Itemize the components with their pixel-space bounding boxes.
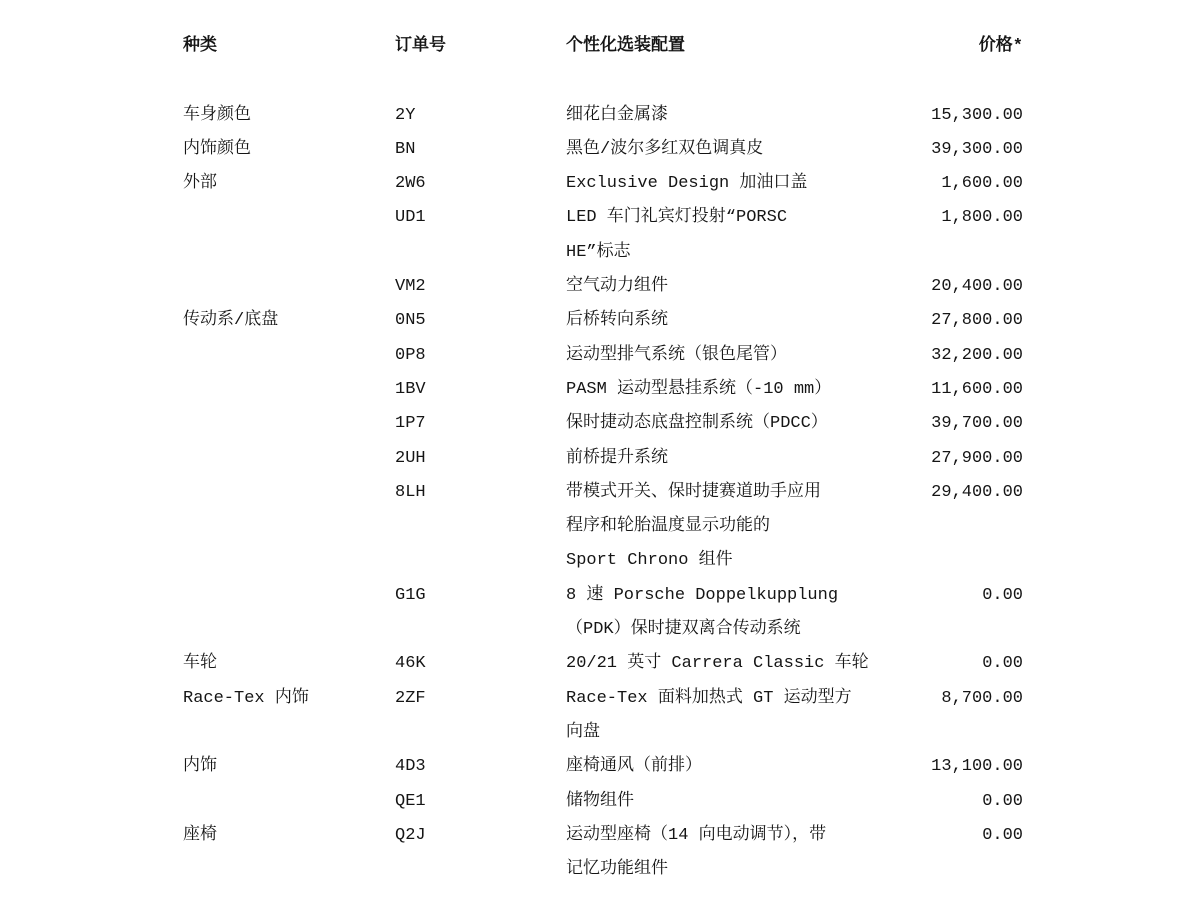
price-cell: 39,300.00	[931, 139, 1023, 159]
configuration-cell	[566, 442, 886, 476]
configuration-line: 8 速 Porsche Doppelkupplung	[566, 585, 839, 605]
options-table	[183, 30, 1023, 887]
configuration-line: Race-Tex 面料加热式 GT 运动型方	[566, 688, 852, 708]
order-code-cell: 8LH	[395, 482, 426, 502]
configuration-line: 储物组件	[566, 791, 634, 811]
table-row	[183, 442, 1023, 476]
category-cell	[183, 785, 395, 819]
configuration-cell	[566, 579, 886, 648]
category-cell: 座椅	[183, 825, 217, 845]
table-row	[183, 167, 1023, 201]
order-code-cell: 46K	[395, 654, 426, 674]
price-cell: 0.00	[982, 585, 1023, 605]
category-cell: 内饰颜色	[183, 139, 251, 159]
category-cell	[183, 339, 395, 373]
header-configuration: 个性化选装配置	[566, 37, 685, 56]
configuration-cell	[566, 785, 886, 819]
category-cell	[183, 442, 395, 476]
table-row	[183, 819, 1023, 888]
configuration-line: 后桥转向系统	[566, 311, 668, 331]
configuration-cell	[566, 201, 886, 270]
table-row	[183, 133, 1023, 167]
price-cell: 0.00	[982, 654, 1023, 674]
order-code-cell: G1G	[395, 585, 426, 605]
configuration-cell	[566, 647, 886, 681]
configuration-line: HE”标志	[566, 242, 631, 262]
table-row	[183, 476, 1023, 579]
configuration-cell	[566, 407, 886, 441]
category-cell: 车身颜色	[183, 105, 251, 125]
category-cell	[183, 373, 395, 407]
configuration-line: 座椅通风（前排）	[566, 757, 702, 777]
order-code-cell: 0P8	[395, 345, 426, 365]
configuration-line: LED 车门礼宾灯投射“PORSC	[566, 208, 788, 228]
category-cell: 车轮	[183, 654, 217, 674]
header-category: 种类	[183, 37, 217, 56]
price-cell: 8,700.00	[941, 688, 1023, 708]
order-code-cell: BN	[395, 139, 416, 159]
category-cell	[183, 476, 395, 579]
price-cell: 0.00	[982, 791, 1023, 811]
price-cell: 20,400.00	[931, 277, 1023, 297]
category-cell	[183, 579, 395, 648]
order-code-cell: 4D3	[395, 757, 426, 777]
table-row	[183, 99, 1023, 133]
configuration-line: 保时捷动态底盘控制系统（PDCC）	[566, 414, 828, 434]
configuration-line: 向盘	[566, 722, 600, 742]
price-cell: 39,700.00	[931, 414, 1023, 434]
configuration-line: 带模式开关、保时捷赛道助手应用	[566, 482, 821, 502]
configuration-cell	[566, 167, 886, 201]
category-cell	[183, 201, 395, 270]
configuration-cell	[566, 476, 886, 579]
category-cell: 外部	[183, 174, 217, 194]
configuration-line: Exclusive Design 加油口盖	[566, 174, 808, 194]
table-row	[183, 270, 1023, 304]
configuration-cell	[566, 819, 886, 888]
configuration-cell	[566, 99, 886, 133]
category-cell: 内饰	[183, 757, 217, 777]
header-order-number: 订单号	[395, 37, 446, 56]
order-code-cell: 0N5	[395, 311, 426, 331]
price-cell: 1,800.00	[941, 208, 1023, 228]
price-cell: 29,400.00	[931, 482, 1023, 502]
table-body	[183, 99, 1023, 888]
price-cell: 27,900.00	[931, 448, 1023, 468]
table-row	[183, 304, 1023, 338]
configuration-line: 空气动力组件	[566, 277, 668, 297]
price-cell: 1,600.00	[941, 174, 1023, 194]
category-cell: Race-Tex 内饰	[183, 688, 309, 708]
order-code-cell: QE1	[395, 791, 426, 811]
table-row	[183, 647, 1023, 681]
order-code-cell: 2UH	[395, 448, 426, 468]
table-row	[183, 373, 1023, 407]
configuration-line: 前桥提升系统	[566, 448, 668, 468]
order-code-cell: 1P7	[395, 414, 426, 434]
configuration-line: Sport Chrono 组件	[566, 551, 733, 571]
configuration-line: PASM 运动型悬挂系统（-10 mm）	[566, 379, 832, 399]
price-cell: 0.00	[982, 825, 1023, 845]
configuration-cell	[566, 682, 886, 751]
configuration-line: 运动型座椅（14 向电动调节），带	[566, 825, 827, 845]
configuration-cell	[566, 750, 886, 784]
table-row	[183, 579, 1023, 648]
order-code-cell: 2Y	[395, 105, 416, 125]
configuration-cell	[566, 270, 886, 304]
table-row	[183, 750, 1023, 784]
order-code-cell: 2W6	[395, 174, 426, 194]
configuration-line: 程序和轮胎温度显示功能的	[566, 517, 770, 537]
configuration-cell	[566, 133, 886, 167]
table-header-row	[183, 30, 1023, 64]
table-row	[183, 407, 1023, 441]
table-row	[183, 682, 1023, 751]
table-row	[183, 201, 1023, 270]
configuration-line: 20/21 英寸 Carrera Classic 车轮	[566, 654, 869, 674]
configuration-line: 黑色/波尔多红双色调真皮	[566, 139, 764, 159]
price-cell: 13,100.00	[931, 757, 1023, 777]
table-row	[183, 339, 1023, 373]
order-code-cell: VM2	[395, 277, 426, 297]
configuration-cell	[566, 373, 886, 407]
category-cell	[183, 407, 395, 441]
category-cell: 传动系/底盘	[183, 311, 279, 331]
order-code-cell: UD1	[395, 208, 426, 228]
order-code-cell: Q2J	[395, 825, 426, 845]
configuration-line: 细花白金属漆	[566, 105, 668, 125]
configuration-line: 运动型排气系统（银色尾管）	[566, 345, 787, 365]
configuration-line: （PDK）保时捷双离合传动系统	[566, 620, 801, 640]
header-price: 价格*	[978, 37, 1023, 56]
order-code-cell: 1BV	[395, 379, 426, 399]
configuration-cell	[566, 304, 886, 338]
order-code-cell: 2ZF	[395, 688, 426, 708]
configuration-cell	[566, 339, 886, 373]
price-cell: 32,200.00	[931, 345, 1023, 365]
price-cell: 15,300.00	[931, 105, 1023, 125]
table-row	[183, 785, 1023, 819]
price-cell: 27,800.00	[931, 311, 1023, 331]
price-cell: 11,600.00	[931, 379, 1023, 399]
configuration-line: 记忆功能组件	[566, 860, 668, 880]
category-cell	[183, 270, 395, 304]
